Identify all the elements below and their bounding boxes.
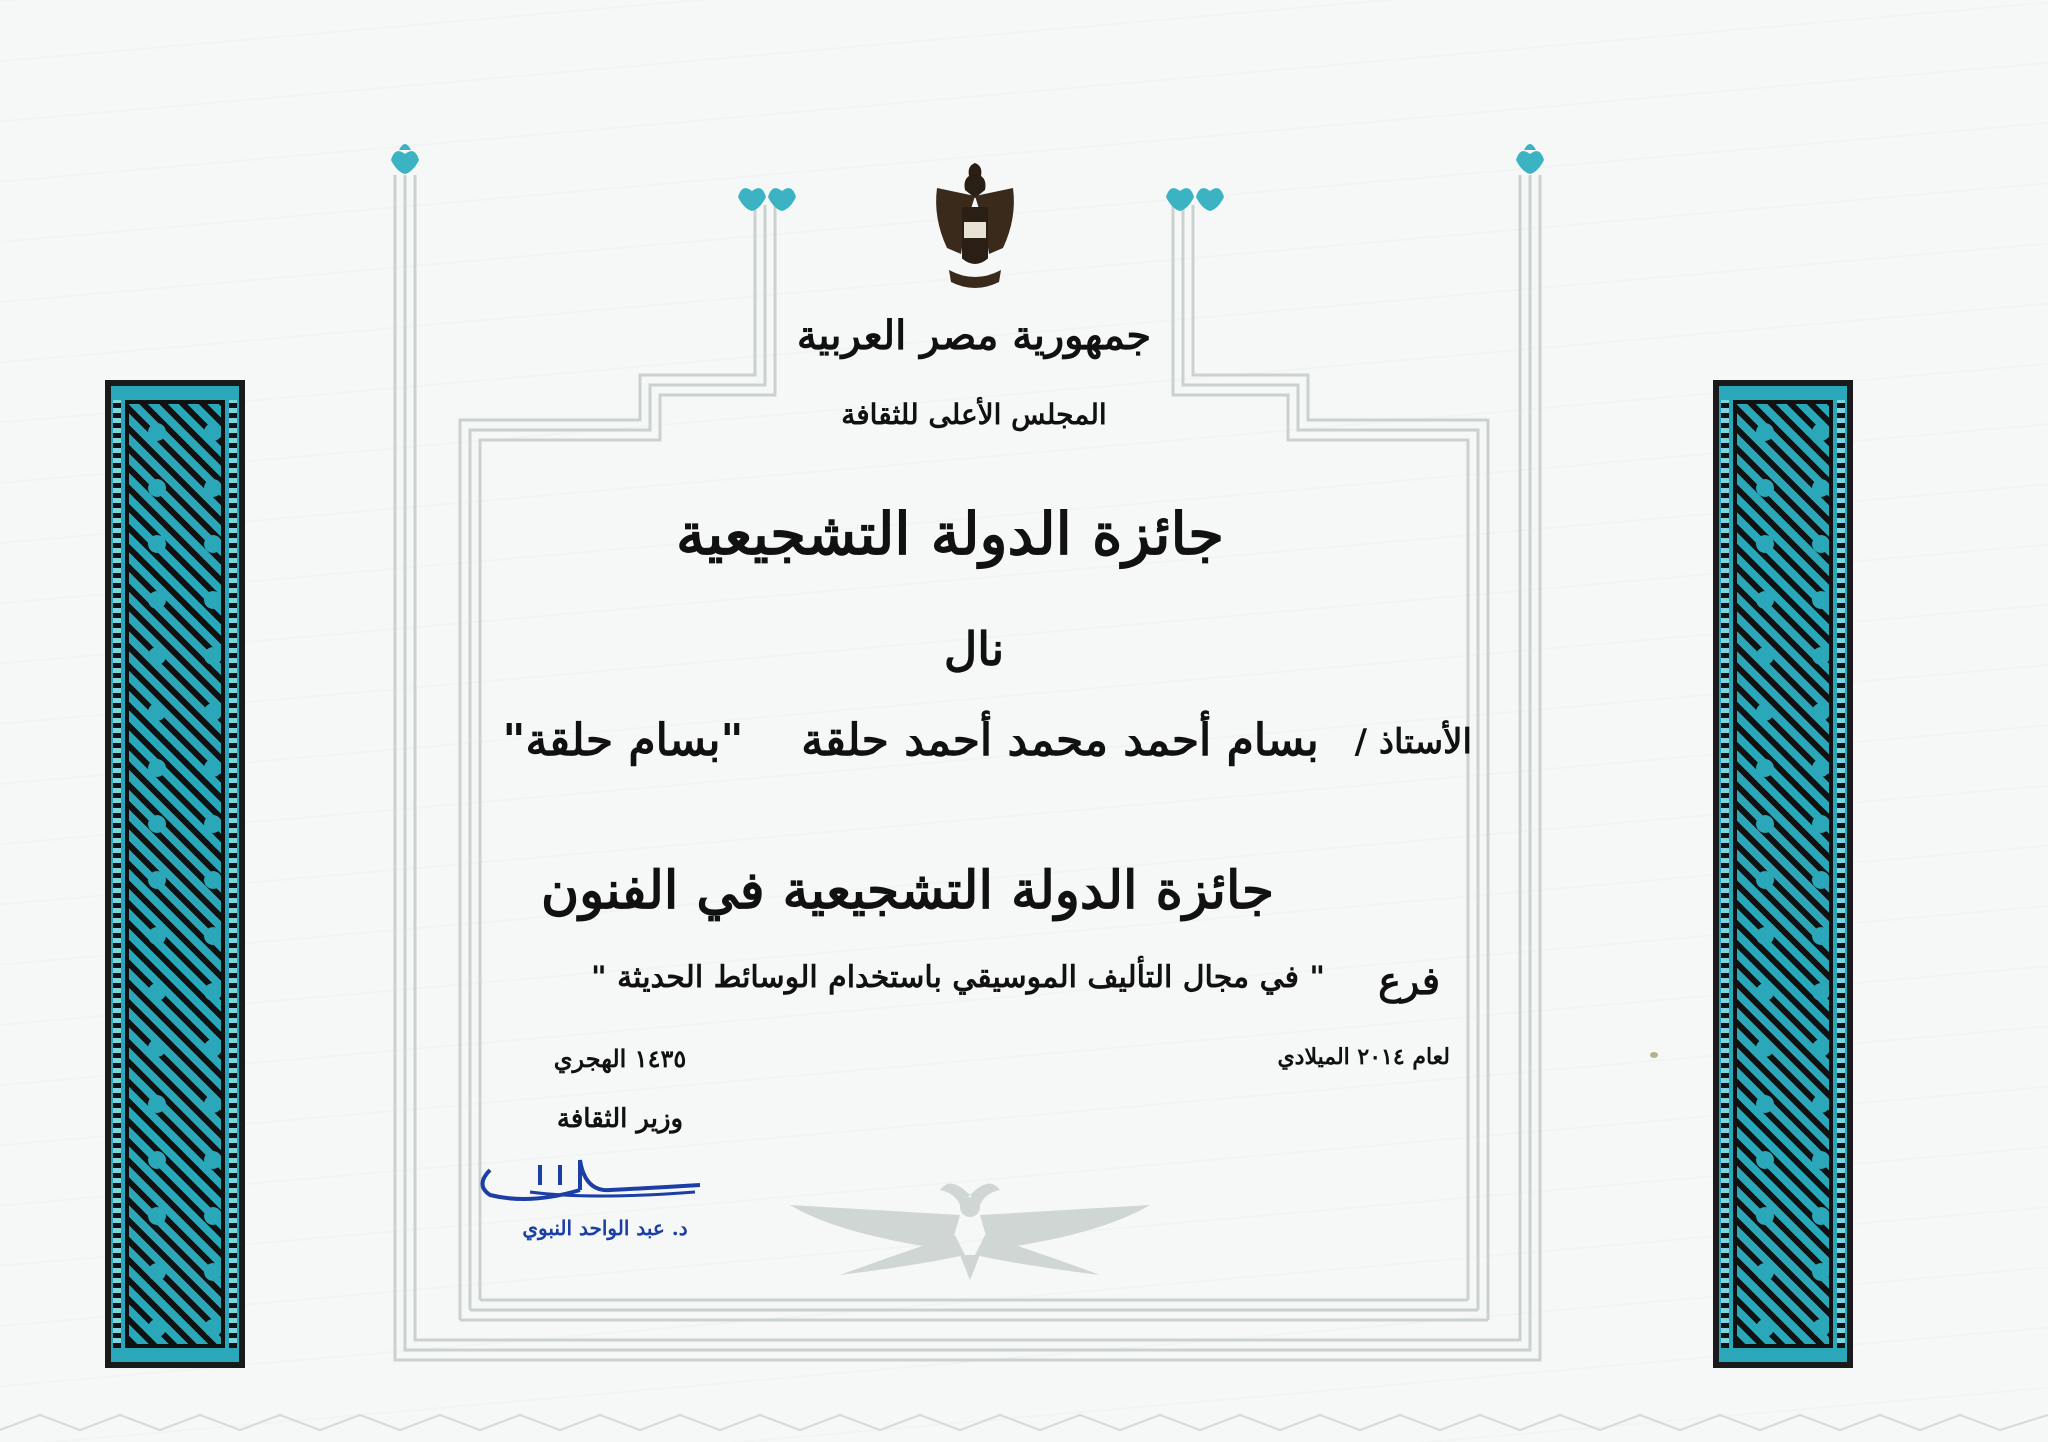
branch-text: " في مجال التأليف الموسيقي باستخدام الوسائط الحديثة " [591,960,1325,995]
granted-label: نال [943,622,1005,676]
recipient-alias: "بسام حلقة" [502,715,744,766]
egypt-eagle-emblem-icon [925,158,1025,303]
minister-name: د. عبد الواحد النبوي [522,1216,688,1240]
minister-title: وزير الثقافة [556,1104,684,1134]
council-heading: المجلس الأعلى للثقافة [841,398,1107,431]
republic-heading: جمهورية مصر العربية [796,312,1152,359]
year-gregorian: لعام ٢٠١٤ الميلادي [1277,1044,1450,1070]
branch-label: فرع [1378,958,1440,1003]
right-ornamental-panel [1713,380,1853,1368]
recipient-title: الأستاذ / [1354,722,1472,762]
winged-sun-icon [780,1175,1160,1280]
award-field: جائزة الدولة التشجيعية في الفنون [540,860,1274,921]
minister-signature [470,1130,710,1210]
recipient-name: بسام أحمد محمد أحمد حلقة [801,715,1319,766]
year-hijri: ١٤٣٥ الهجري [553,1044,687,1073]
award-title: جائزة الدولة التشجيعية [676,500,1224,568]
bottom-wave-border [0,1400,2048,1442]
ink-dot [1650,1052,1658,1058]
left-ornamental-panel [105,380,245,1368]
